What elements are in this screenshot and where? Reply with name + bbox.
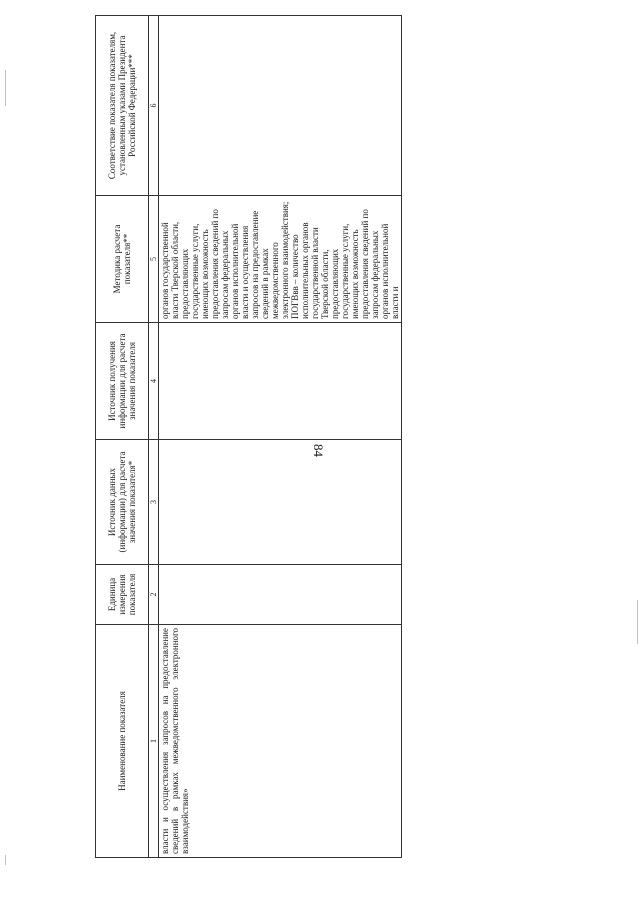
column-number-row (149, 16, 159, 858)
column-number: 6 (149, 16, 159, 196)
page-number: 84 (311, 444, 326, 457)
header-info-source: Источник получения информации для расчета значения показателя (96, 323, 149, 440)
header-compliance: Соответствие показателя показателям, установленным указами Президента Российской Федерации*** (96, 16, 149, 196)
header-methodology: Методика расчета показателя** (96, 196, 149, 323)
column-number: 1 (149, 625, 159, 858)
scan-mark (5, 70, 6, 106)
column-number: 3 (149, 440, 159, 565)
column-number: 4 (149, 323, 159, 440)
header-data-source: Источник данных (информации) для расчета значения показателя* (96, 440, 149, 565)
header-unit: Единица измерения показателя (96, 565, 149, 625)
indicator-table (95, 15, 402, 858)
cell-methodology: органов государственной власти Тверской области, предоставляющих государственные услуги, имеющих возможность предоставления сведений по запросам федеральных органов исполнительной власти и осуществления запросов на предоставление сведений в рамках межведомственного электронного взаимодействия; ПОГВвв – количество исполнительных органов государственной власти Тверской области, предоставляющих государственные услуги, имеющих возможность предоставления сведений по запросам федеральных органов исполнительной власти и (159, 196, 402, 323)
column-number: 5 (149, 196, 159, 323)
table-header-row (96, 16, 149, 858)
cell-unit (159, 565, 402, 625)
cell-indicator-name: власти и осуществления запросов на предоставление сведений в рамках межведомственного электронного взаимодействия» (159, 625, 402, 858)
cell-compliance (159, 16, 402, 196)
column-number: 2 (149, 565, 159, 625)
scan-mark (5, 855, 6, 865)
scan-mark (637, 600, 638, 644)
table-row (159, 16, 402, 858)
cell-info-source (159, 323, 402, 440)
header-indicator-name: Наименование показателя (96, 625, 149, 858)
cell-data-source (159, 440, 402, 565)
